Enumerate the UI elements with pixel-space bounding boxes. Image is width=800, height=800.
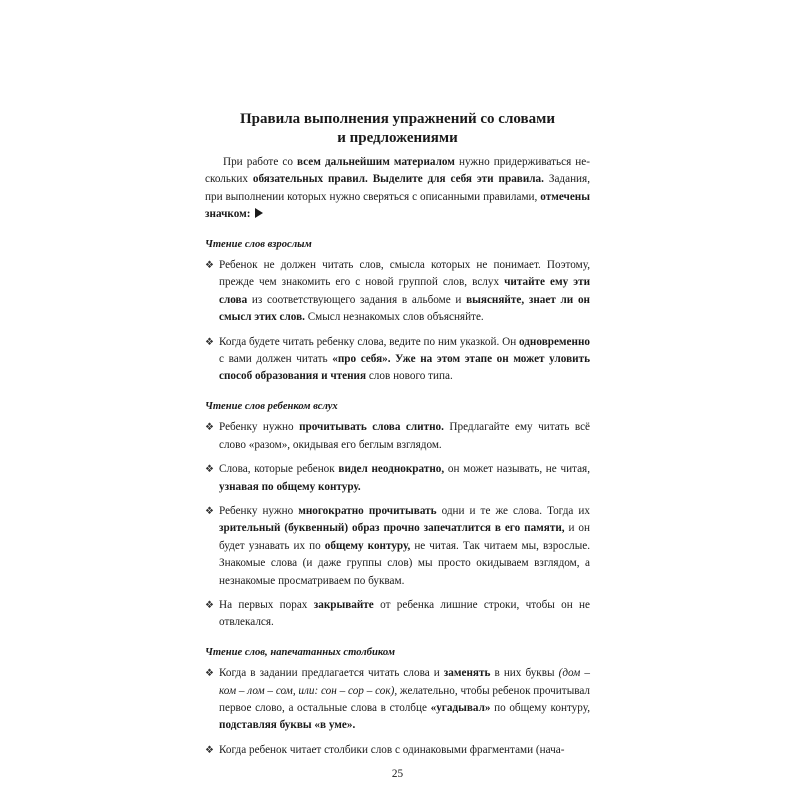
item-text: с вами должен читать	[219, 353, 333, 366]
item-text: Когда в задании предлагается читать слова и	[219, 667, 444, 680]
list-item	[205, 665, 590, 735]
item-text: в них буквы	[490, 667, 559, 680]
diamond-bullet-icon: ❖	[205, 260, 214, 272]
intro-text-1: При работе со	[223, 156, 297, 168]
diamond-bullet-icon: ❖	[205, 422, 214, 434]
item-text: одни и те же слова. Тогда их	[436, 504, 590, 517]
diamond-bullet-icon: ❖	[205, 505, 214, 517]
item-text: из соответствующего задания в альбоме и	[247, 293, 467, 306]
item-bold: «угадывал»	[430, 701, 491, 714]
list-item	[205, 503, 590, 590]
item-text: желательно, чтобы ребенок прочитывал первое слово, а остальные слова в столбце	[219, 684, 590, 714]
item-bold: прочитывать слова слитно.	[299, 421, 444, 434]
book-page	[205, 110, 590, 784]
diamond-bullet-icon: ❖	[205, 464, 214, 476]
item-bold: общему контуру,	[324, 539, 411, 552]
item-text: по общему контуру,	[490, 701, 590, 714]
diamond-bullet-icon: ❖	[205, 336, 214, 348]
item-text: Ребенку нужно	[219, 504, 299, 517]
item-text: Слова, которые ребенок	[219, 463, 339, 476]
item-bold: выясняйте, знает ли он смысл этих слов.	[219, 293, 590, 324]
section-heading: Чтение слов, напечатанных столбиком	[205, 646, 395, 658]
item-bold: одновременно	[519, 335, 590, 348]
item-text: Когда будете читать ребенку слова, ведите по ним указкой. Он	[219, 335, 519, 348]
intro-bold-1: всем дальнейшим материалом	[297, 156, 455, 168]
page-number: 25	[391, 768, 404, 781]
list-item	[205, 257, 590, 327]
item-bold: узнавая по общему контуру.	[219, 480, 361, 493]
intro-bold-2: обязательных правил. Выделите для себя эти правила.	[252, 173, 544, 186]
item-text: На первых порах	[219, 598, 314, 611]
item-text: и он будет узнавать их по	[219, 522, 590, 552]
item-bold: видел неоднократно,	[338, 463, 445, 476]
section-heading: Чтение слов ребенком вслух	[205, 400, 338, 412]
item-text: Смысл незнакомых слов объясняйте.	[304, 311, 484, 324]
item-bold: «про себя». Уже на этом этапе он может уловить способ образования и чтения	[219, 353, 590, 383]
item-text: не читая. Так читаем мы, взрослые. Знакомые слова (и даже группы слов) мы просто окидываем взглядом, а незнакомые просматриваем по буквам.	[219, 539, 591, 587]
list-item	[205, 597, 590, 632]
intro-text-2: нужно придерживаться не-скольких	[205, 156, 590, 186]
diamond-bullet-icon: ❖	[205, 744, 214, 756]
section-heading: Чтение слов взрослым	[205, 238, 312, 250]
item-bold: читайте ему эти слова	[219, 276, 591, 306]
diamond-bullet-icon: ❖	[205, 668, 214, 680]
title-line-2: и предложениями	[337, 130, 458, 146]
item-text: он может называть, не читая,	[444, 463, 590, 476]
item-text: от ребенка лишние строки, чтобы он не отвлекался.	[219, 598, 590, 629]
item-italic: (дом – ком – лом – сом, или: сон – сор – сок),	[219, 667, 590, 697]
list-item	[205, 334, 590, 386]
item-text: Ребенок не должен читать слов, смысла которых не понимает. Поэтому, прежде чем знакомить его с новой группой слов, вслух	[219, 259, 590, 289]
page-title	[205, 110, 590, 148]
diamond-bullet-icon: ❖	[205, 599, 214, 611]
intro-text-3: Задания, при выполнении которых нужно сверяться с описанными правилами,	[205, 173, 590, 203]
intro-bold-3: отмечены значком:	[205, 190, 590, 221]
item-text: слов нового типа.	[366, 370, 453, 383]
item-bold: многократно прочитывать	[298, 504, 437, 517]
list-item	[205, 461, 590, 496]
item-bold: закрывайте	[313, 598, 374, 611]
item-bold: подставляя буквы «в уме».	[219, 719, 356, 732]
play-triangle-icon	[255, 208, 263, 218]
item-bold: зрительный (буквенный) образ прочно запечатлится в его памяти,	[219, 522, 565, 535]
item-text: Ребенку нужно	[219, 421, 300, 434]
title-line-1: Правила выполнения упражнений со словами	[240, 111, 555, 127]
list-item	[205, 742, 590, 759]
item-text: Когда ребенок читает столбики слов с одинаковыми фрагментами (нача-	[219, 743, 565, 756]
intro-paragraph	[205, 154, 590, 224]
item-text: Предлагайте ему читать всё слово «разом», окидывая его беглым взглядом.	[219, 421, 590, 451]
item-bold: заменять	[443, 667, 491, 680]
list-item	[205, 419, 590, 454]
